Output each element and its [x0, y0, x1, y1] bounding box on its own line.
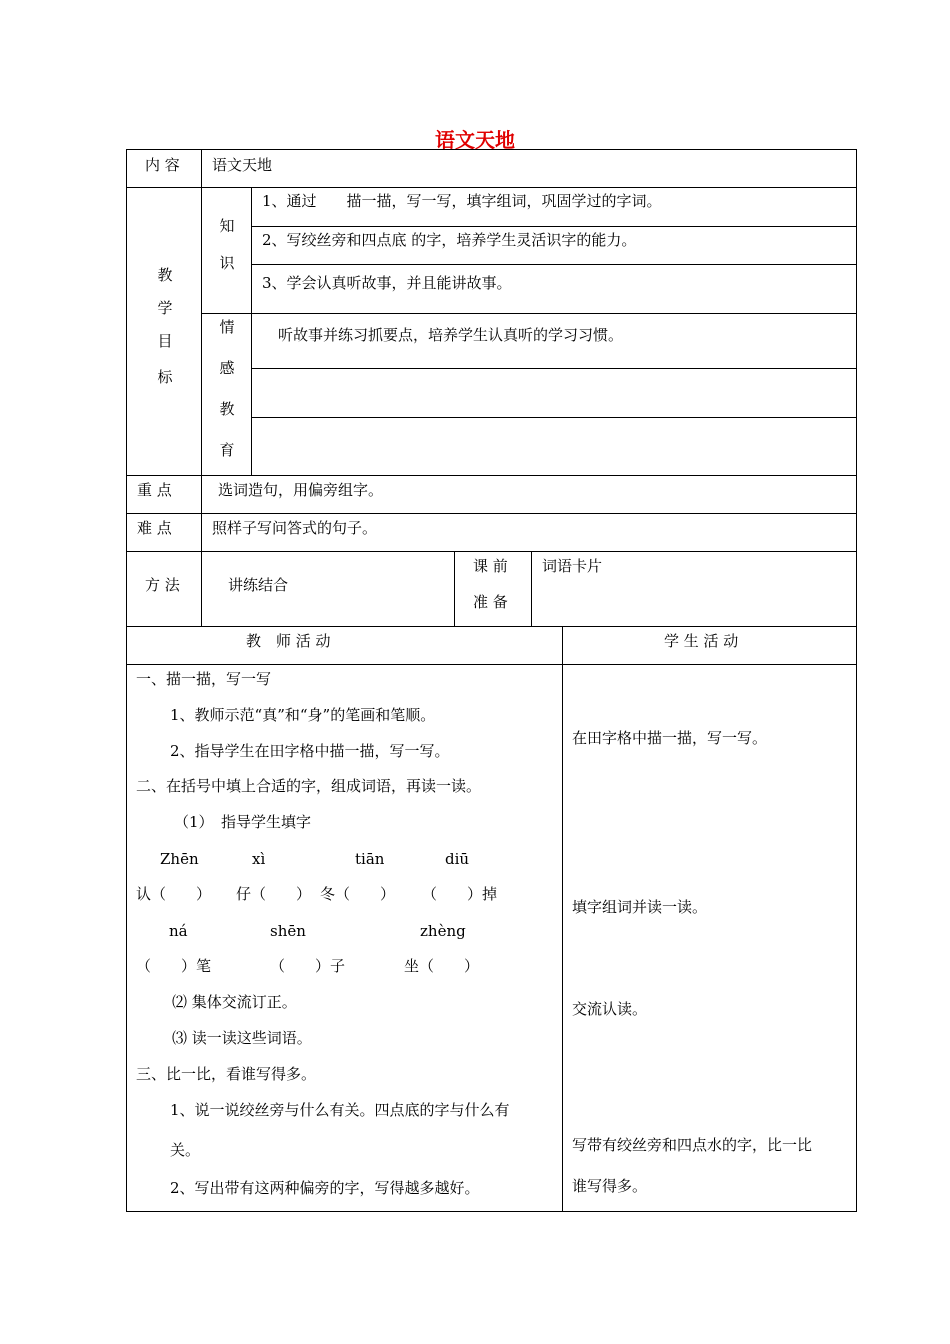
section-3-step-2: 2、写出带有这两种偏旁的字，写得越多越好。: [170, 1179, 480, 1197]
pinyin-diu: diū: [445, 850, 470, 868]
knowledge-item-1: 1、通过 描一描，写一写，填字组词，巩固学过的字词。: [262, 192, 662, 210]
emotion-label-2: 感: [219, 359, 235, 377]
difficulty-value: 照样子写问答式的句子。: [212, 519, 378, 537]
teacher-activity-header: 教 师 活 动: [246, 632, 331, 650]
word-blank-diao: （ ）掉: [422, 885, 498, 903]
student-activity-4-line-1: 写带有绞丝旁和四点水的字，比一比: [572, 1136, 813, 1154]
word-blank-zai: 仔（ ）: [236, 885, 312, 903]
word-blank-ren: 认（ ）: [136, 885, 212, 903]
section-1-heading: 一、描一描，写一写: [136, 670, 272, 688]
content-value: 语文天地: [212, 156, 273, 174]
emotion-item-1: 听故事并练习抓要点，培养学生认真听的学习习惯。: [278, 326, 624, 344]
word-blank-bi: （ ）笔: [136, 957, 212, 975]
emotion-label-3: 教: [219, 400, 235, 418]
knowledge-item-3: 3、学会认真听故事，并且能讲故事。: [262, 274, 512, 292]
content-label: 内 容: [145, 156, 180, 174]
section-3-step-1-line-2: 关。: [170, 1141, 201, 1159]
method-value: 讲练结合: [228, 576, 289, 594]
section-2-step-3: ⑶ 读一读这些词语。: [172, 1029, 312, 1047]
student-activity-2: 填字组词并读一读。: [572, 898, 708, 916]
focus-label: 重 点: [137, 481, 172, 499]
knowledge-label-1: 知: [219, 217, 235, 235]
section-1-step-2: 2、指导学生在田字格中描一描，写一写。: [170, 742, 450, 760]
student-activity-3: 交流认读。: [572, 1000, 648, 1018]
goals-label-1: 教: [157, 266, 173, 284]
section-2-heading: 二、在括号中填上合适的字，组成词语，再读一读。: [136, 777, 482, 795]
emotion-label-4: 育: [219, 441, 235, 459]
goals-label-3: 目: [157, 332, 173, 350]
pinyin-na: ná: [169, 922, 188, 940]
goals-label-2: 学: [157, 299, 173, 317]
section-3-heading: 三、比一比，看谁写得多。: [136, 1065, 317, 1083]
goals-label-4: 标: [157, 368, 173, 386]
section-1-step-1: 1、教师示范“真”和“身”的笔画和笔顺。: [170, 706, 436, 724]
section-2-step-1: （1） 指导学生填字: [174, 813, 312, 831]
emotion-label-1: 情: [219, 318, 235, 336]
pinyin-shen: shēn: [270, 922, 306, 940]
prep-label-2: 准 备: [473, 593, 508, 611]
student-activity-header: 学 生 活 动: [664, 632, 739, 650]
pinyin-xi: xì: [252, 850, 266, 868]
page-title: 语文天地: [435, 128, 515, 152]
pinyin-tian: tiān: [355, 850, 385, 868]
pinyin-zheng: zhèng: [420, 922, 466, 940]
student-activity-1: 在田字格中描一描，写一写。: [572, 729, 768, 747]
section-2-step-2: ⑵ 集体交流订正。: [172, 993, 297, 1011]
word-blank-dong: 冬（ ）: [320, 885, 396, 903]
student-activity-4-line-2: 谁写得多。: [572, 1177, 648, 1195]
knowledge-item-2: 2、写绞丝旁和四点底 的字，培养学生灵活识字的能力。: [262, 231, 637, 249]
section-3-step-1-line-1: 1、说一说绞丝旁与什么有关。四点底的字与什么有: [170, 1101, 510, 1119]
prep-value: 词语卡片: [542, 557, 603, 575]
knowledge-label-2: 识: [219, 254, 235, 272]
difficulty-label: 难 点: [137, 519, 172, 537]
method-label: 方 法: [145, 576, 180, 594]
focus-value: 选词造句，用偏旁组字。: [218, 481, 384, 499]
prep-label-1: 课 前: [473, 557, 508, 575]
word-blank-zi: （ ）子: [270, 957, 346, 975]
pinyin-zhen: Zhēn: [160, 850, 199, 868]
word-blank-zuo: 坐（ ）: [404, 957, 480, 975]
